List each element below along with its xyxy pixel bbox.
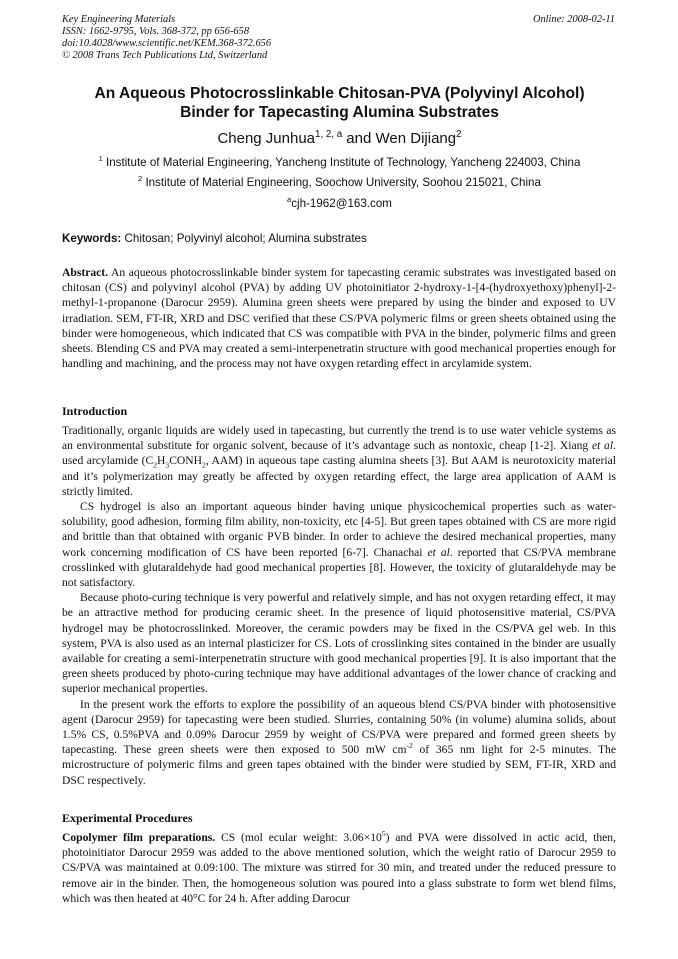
author-email <box>62 197 617 210</box>
author-conjunction: and <box>342 130 376 147</box>
experimental-paragraph-1 <box>62 830 616 906</box>
affiliation-2-text: Institute of Material Engineering, Soochow University, Soohou 215021, China <box>142 176 541 189</box>
exp-text-b: ) and PVA were dissolved in actic acid, then, photoinitiator Darocur 2959 was added to the above mentioned solution, which the weight ratio of Darocur 2959 to CS/PVA was maintained at 0.09:100. The mixture was stirred for 30 min, and treated under the reduced pressure to remove air in the binder. Then, the homogeneous solution was poured into a glass substrate to form wet blend films, which was then heated at 40°C for 24 h. After adding Darocur <box>62 831 616 905</box>
intro-p1-sub-1: 2 <box>153 460 158 470</box>
keywords-text: Chitosan; Polyvinyl alcohol; Alumina substrates <box>121 232 367 245</box>
keywords-line <box>62 232 617 245</box>
title-line-2: Binder for Tapecasting Alumina Substrates <box>180 104 499 121</box>
affiliation-1-text: Institute of Material Engineering, Yancheng Institute of Technology, Yancheng 224003, China <box>102 156 581 169</box>
intro-p4-sup: -2 <box>406 741 413 751</box>
email-mark: a <box>287 195 292 205</box>
intro-p1-etal: et al <box>591 439 614 453</box>
intro-p1-sub-3: 2 <box>202 460 206 470</box>
keywords-label: Keywords: <box>62 232 122 245</box>
copyright-line: © 2008 Trans Tech Publications Ltd, Switzerland <box>62 50 268 61</box>
author-2-marks: 2 <box>456 129 462 140</box>
intro-p1-text-d: CONH <box>169 454 203 468</box>
paper-title <box>62 84 617 122</box>
intro-p2-text-b: . reported that CS/PVA membrane crosslinked with glutaraldehyde had good mechanical properties [8]. However, the toxicity of glutaraldehyde may be not satisfactory. <box>62 545 617 590</box>
online-date: Online: 2008-02-11 <box>532 14 615 25</box>
intro-p4-text-b: of 365 nm light for 2-5 minutes. The microstructure of polymeric films and green tapes obtained with the binder were studied by SEM, FT-IR, XRD and DSC respectively. <box>62 743 616 787</box>
author-1-marks: 1, 2, a <box>315 129 343 140</box>
affiliation-1-mark: 1 <box>98 154 103 164</box>
intro-paragraph-4 <box>62 697 616 788</box>
abstract-section <box>62 265 616 371</box>
journal-name: Key Engineering Materials <box>62 14 176 25</box>
title-line-1: An Aqueous Photocrosslinkable Chitosan-PVA (Polyvinyl Alcohol) <box>94 85 585 102</box>
author-1: Cheng Junhua <box>217 130 316 147</box>
intro-p1-text-b: . used arcylamide (C <box>62 439 616 468</box>
journal-header <box>62 14 271 62</box>
intro-p2-text-a: CS hydrogel is also an important aqueous binder having unique physicochemical properties such as water-solubility, good adhesion, forming film ability, non-toxicity, etc [4-5]. But green tapes obtained with CS are more rigid and brittle than that obtained with organic PVB binder. In order to achieve the desired mechanical properties, many work concerning modification of CS have been reported [6-7]. Chanachai <box>62 500 616 559</box>
abstract-label: Abstract. <box>62 266 109 279</box>
intro-p4-text-a: In the present work the efforts to explore the possibility of an aqueous blend CS/PVA binder with photosensitive agent (Darocur 2959) for tapecasting were been studied. Slurries, containing 50% (in volume) alumina solids, about 1.5% CS, 0.5%PVA and 0.09% Darocur 2959 by weight of CS/PVA were prepared and formed green sheets by tapecasting. These green sheets were then exposed to 500 mW cm <box>62 697 616 757</box>
doi-line: doi:10.4028/www.scientific.net/KEM.368-372.656 <box>62 38 272 49</box>
intro-p1-text-e: , AAM) in aqueous tape casting alumina sheets [3]. But AAM is neurotoxicity material and it’s polymerization may greatly be affected by oxygen retarding effect, the large area application of AAM is strictly limited. <box>62 454 616 498</box>
affiliation-1 <box>62 156 617 169</box>
introduction-heading: Introduction <box>62 404 128 418</box>
copolymer-subheading: Copolymer film preparations. <box>62 831 216 844</box>
experimental-section <box>62 830 616 906</box>
author-2: Wen Dijiang <box>375 130 457 147</box>
introduction-section <box>62 423 616 788</box>
email-address: cjh-1962@163.com <box>291 197 392 210</box>
intro-p2-etal: et al <box>427 545 450 559</box>
intro-paragraph-3: Because photo-curing technique is very powerful and relatively simple, and has not oxygen retarding effect, it may be an attractive method for producing ceramic sheet. In the presence of liquid photosensitive material, CS/PVA hydrogel may be photocrosslinked. Moreover, the ceramic powders may be fixed in the CS/PVA gel web. In this system, PVA is also used as an internal plasticizer for CS. Lots of crosslinking sites contained in the binder are usually available for creating a semi-interpenetratin structure with good mechanical properties [9]. It is also important that the green sheets produced by photo-curing technique may have additional advantages of the lower chance of cracking and superior mechanical properties. <box>62 591 616 696</box>
exp-sup: 5 <box>381 829 386 839</box>
intro-paragraph-1 <box>62 423 616 499</box>
intro-p1-text-a: Traditionally, organic liquids are widely used in tapecasting, but currently the trend is to use water vehicle systems as an environmental substitute for organic solvent, because of it’s advantage such as nontoxic, cheap [1-2]. Xiang <box>62 424 616 453</box>
exp-text-a: CS (mol ecular weight: 3.06×10 <box>215 831 382 844</box>
affiliation-2-mark: 2 <box>138 174 143 184</box>
affiliation-2 <box>62 176 617 189</box>
intro-paragraph-2 <box>62 499 616 590</box>
abstract-text: An aqueous photocrosslinkable binder system for tapecasting ceramic substrates was investigated based on chitosan (CS) and polyvinyl alcohol (PVA) by adding UV photoinitiator 2-hydroxy-1-[4-(hydroxyethoxy)phenyl]-2-methyl-1-propanone (Darocur 2959). Alumina green sheets were prepared by using the binder and exposed to UV irradiation. SEM, FT-IR, XRD and DSC verified that these CS/PVA polymeric films or green sheets obtained using the binder were homogeneous, which indicated that CS was compatible with PVA in the binder, polymeric films and green sheets. Blending CS and PVA may created a semi-interpenetratin structure with good mechanical properties enough for handling and machining, and the process may not have oxygen retarding effect in arcylamide system. <box>62 266 616 371</box>
intro-p1-text-c: H <box>157 454 166 468</box>
intro-p1-sub-2: 3 <box>165 460 170 470</box>
issn-line: ISSN: 1662-9795, Vols. 368-372, pp 656-658 <box>62 26 250 37</box>
experimental-heading: Experimental Procedures <box>62 811 193 825</box>
author-list <box>62 130 617 147</box>
